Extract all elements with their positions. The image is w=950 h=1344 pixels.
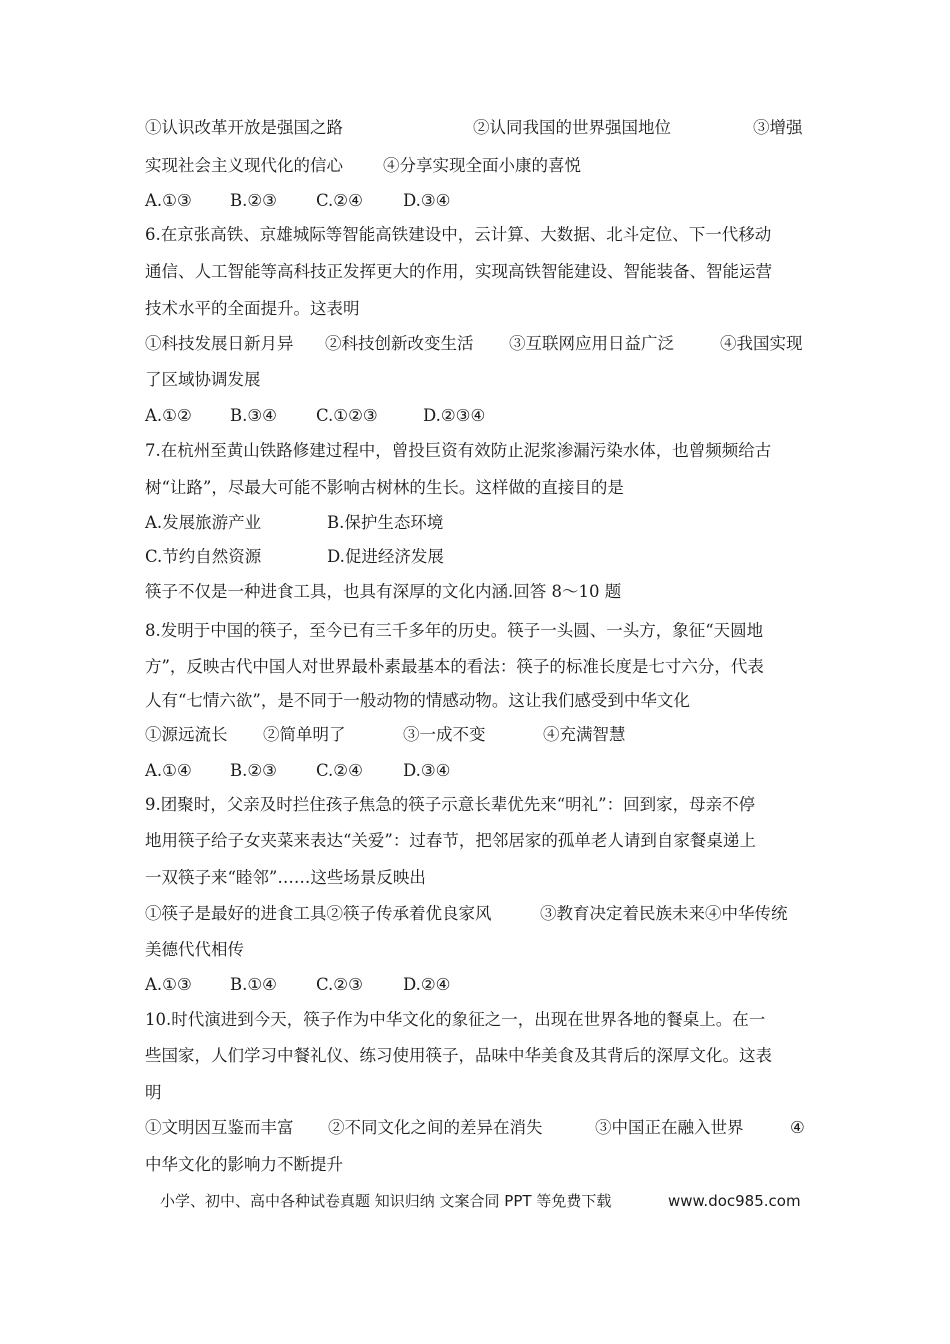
- option-text: A.①③: [145, 975, 192, 994]
- text-line: [145, 724, 810, 746]
- option-text: ①科技发展日新月异: [145, 334, 294, 353]
- option-text: D.②③④: [423, 406, 486, 425]
- text-line: 了区域协调发展: [145, 370, 261, 389]
- text-line: [145, 333, 810, 355]
- text-line: [145, 546, 810, 568]
- option-text: C.②④: [316, 761, 363, 780]
- text-line: [145, 1117, 810, 1139]
- text-line: [145, 974, 810, 996]
- option-text: ④充满智慧: [543, 725, 626, 744]
- option-text: D.③④: [403, 191, 451, 210]
- text-line: 技术水平的全面提升。这表明: [145, 299, 360, 318]
- text-line: [145, 903, 810, 925]
- text-line: [145, 117, 810, 139]
- option-text: ①认识改革开放是强国之路: [145, 118, 343, 137]
- text-line: [145, 760, 810, 782]
- text-line: 一双筷子来“睦邻”……这些场景反映出: [145, 868, 426, 887]
- option-text: C.②④: [316, 191, 363, 210]
- option-text: C.②③: [316, 975, 363, 994]
- option-text: ③教育决定着民族未来④中华传统: [540, 904, 788, 923]
- option-text: D.②④: [403, 975, 451, 994]
- option-text: B.③④: [230, 406, 277, 425]
- option-text: D.促进经济发展: [327, 547, 444, 566]
- text-line: 树“让路”，尽最大可能不影响古树林的生长。这样做的直接目的是: [145, 478, 624, 497]
- option-text: ④分享实现全面小康的喜悦: [383, 156, 581, 175]
- option-text: A.发展旅游产业: [145, 513, 262, 532]
- text-line: 方”，反映古代中国人对世界最朴素最基本的看法：筷子的标准长度是七寸六分，代表: [145, 657, 764, 676]
- option-text: ③增强: [753, 118, 803, 137]
- option-text: C.节约自然资源: [145, 547, 262, 566]
- option-text: ②认同我国的世界强国地位: [473, 118, 671, 137]
- option-text: A.①④: [145, 761, 192, 780]
- text-line: 10.时代演进到今天，筷子作为中华文化的象征之一，出现在世界各地的餐桌上。在一: [145, 1010, 766, 1029]
- option-text: B.①④: [230, 975, 277, 994]
- option-text: 实现社会主义现代化的信心: [145, 156, 343, 175]
- option-text: ③互联网应用日益广泛: [509, 334, 674, 353]
- text-line: [145, 405, 810, 427]
- footer-url: www.doc985.com: [668, 1192, 801, 1210]
- page-footer: [160, 1190, 800, 1212]
- text-line: 通信、人工智能等高科技正发挥更大的作用，实现高铁智能建设、智能装备、智能运营: [145, 262, 772, 281]
- text-line: 美德代代相传: [145, 940, 244, 959]
- text-line: [145, 155, 810, 177]
- option-text: ①筷子是最好的进食工具②筷子传承着优良家风: [145, 904, 492, 923]
- option-text: B.保护生态环境: [327, 513, 444, 532]
- text-line: 8.发明于中国的筷子，至今已有三千多年的历史。筷子一头圆、一头方，象征“天圆地: [145, 621, 764, 640]
- option-text: ①源远流长: [145, 725, 228, 744]
- text-line: 筷子不仅是一种进食工具，也具有深厚的文化内涵.回答 8～10 题: [145, 582, 622, 601]
- text-line: [145, 512, 810, 534]
- text-line: 6.在京张高铁、京雄城际等智能高铁建设中，云计算、大数据、北斗定位、下一代移动: [145, 225, 772, 244]
- text-line: 明: [145, 1083, 162, 1102]
- footer-text: 小学、初中、高中各种试卷真题 知识归纳 文案合同 PPT 等免费下载: [160, 1192, 612, 1210]
- option-text: B.②③: [230, 191, 277, 210]
- text-line: 中华文化的影响力不断提升: [145, 1155, 343, 1174]
- text-line: [145, 190, 810, 212]
- option-text: B.②③: [230, 761, 277, 780]
- option-text: ①文明因互鉴而丰富: [145, 1118, 294, 1137]
- text-line: 些国家，人们学习中餐礼仪、练习使用筷子，品味中华美食及其背后的深厚文化。这表: [145, 1046, 772, 1065]
- text-line: 9.团聚时，父亲及时拦住孩子焦急的筷子示意长辈优先来“明礼”：回到家，母亲不停: [145, 795, 756, 814]
- option-text: ②简单明了: [263, 725, 346, 744]
- option-text: C.①②③: [316, 406, 378, 425]
- option-text: ④我国实现: [720, 334, 803, 353]
- text-line: 人有“七情六欲”，是不同于一般动物的情感动物。这让我们感受到中华文化: [145, 691, 690, 710]
- option-text: A.①②: [145, 406, 192, 425]
- option-text: ④: [790, 1118, 805, 1137]
- option-text: D.③④: [403, 761, 451, 780]
- option-text: ③一成不变: [403, 725, 486, 744]
- text-line: 地用筷子给子女夹菜来表达“关爱”：过春节，把邻居家的孤单老人请到自家餐桌递上: [145, 831, 756, 850]
- text-line: 7.在杭州至黄山铁路修建过程中，曾投巨资有效防止泥浆渗漏污染水体，也曾频频给古: [145, 441, 772, 460]
- option-text: ②不同文化之间的差异在消失: [328, 1118, 543, 1137]
- option-text: ②科技创新改变生活: [325, 334, 474, 353]
- option-text: ③中国正在融入世界: [595, 1118, 744, 1137]
- option-text: A.①③: [145, 191, 192, 210]
